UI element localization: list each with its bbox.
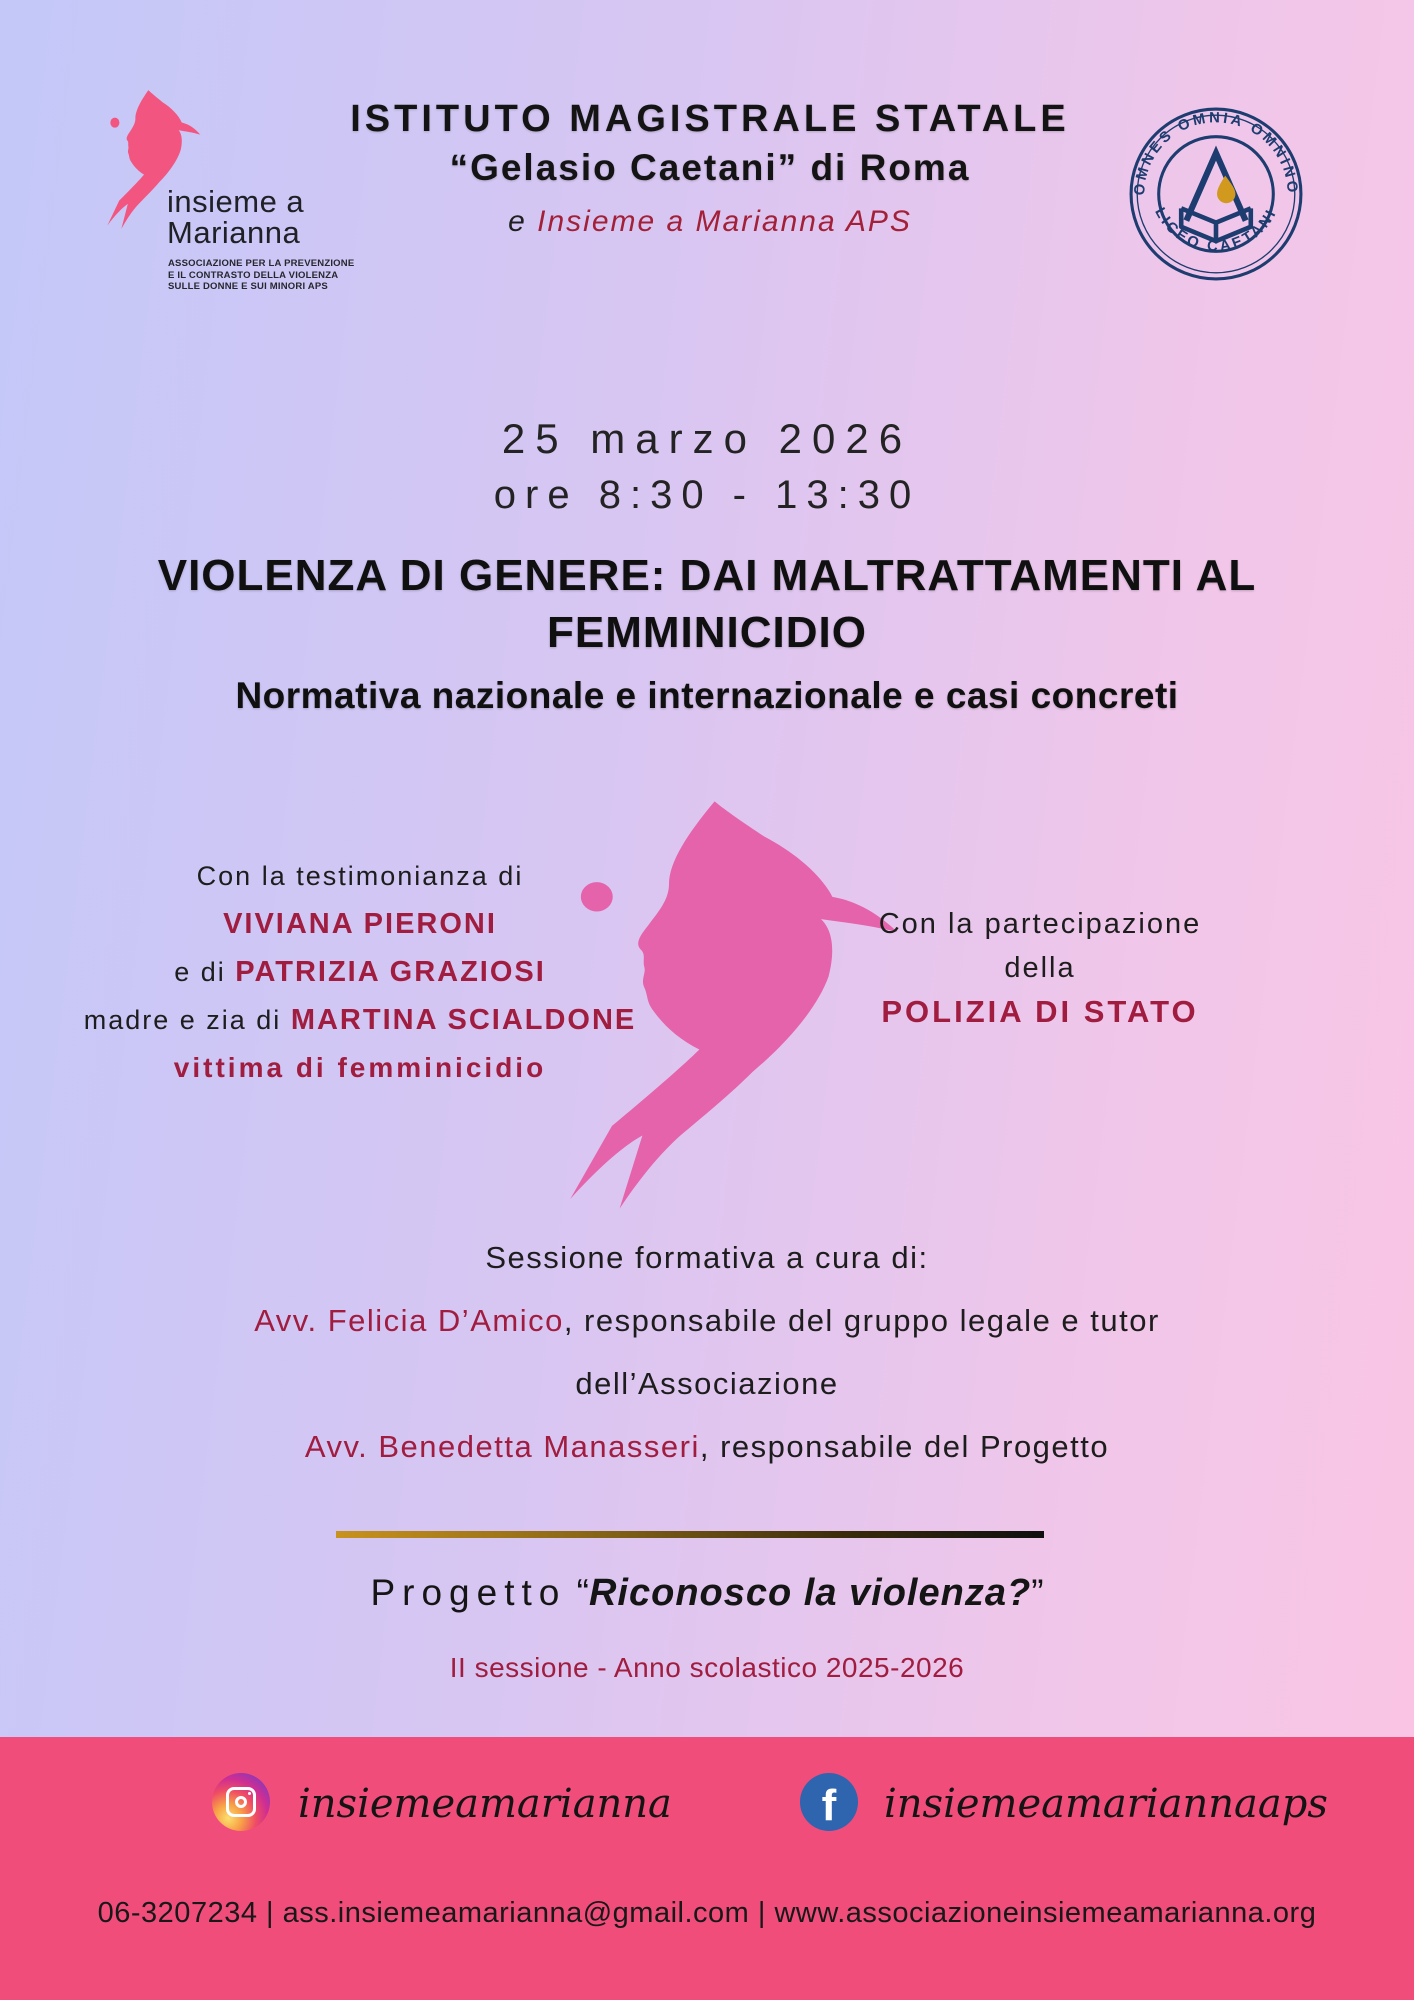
event-date: 25 marzo 2026 xyxy=(501,415,913,462)
association-logo-subtitle: ASSOCIAZIONE PER LA PREVENZIONE E IL CONTRASTO DELLA VIOLENZA SULLE DONNE E SUI MINORI APS xyxy=(168,258,355,292)
session-person-2: Avv. Benedetta Manasseri, responsabile del Progetto xyxy=(304,1429,1110,1464)
testimony-block xyxy=(80,852,640,1092)
facebook-handle: insiemeamariannaaps xyxy=(884,1781,1328,1827)
testimony-line-2: e di PATRIZIA GRAZIOSI xyxy=(174,956,546,988)
institute-header xyxy=(250,98,1170,239)
event-title-block xyxy=(40,547,1374,717)
logo-name-line1: insieme a xyxy=(167,184,305,219)
footer-band xyxy=(0,1737,1414,2000)
session-person-1: Avv. Felicia D’Amico, responsabile del gruppo legale e tutor xyxy=(254,1303,1160,1338)
instagram-icon xyxy=(212,1773,270,1831)
project-session-info: II sessione - Anno scolastico 2025-2026 xyxy=(449,1652,965,1683)
seal-motto-bottom: LICEO CAETANI xyxy=(1151,205,1281,256)
gold-black-divider xyxy=(336,1531,1044,1538)
logo-name-line2: Marianna xyxy=(167,215,301,250)
testimony-note: vittima di femminicidio xyxy=(173,1052,547,1083)
school-seal-icon xyxy=(1128,106,1304,282)
facebook-icon: f xyxy=(800,1773,858,1831)
session-block xyxy=(0,1240,1414,1492)
session-person-1-cont: dell’Associazione xyxy=(575,1366,839,1401)
event-title: VIOLENZA DI GENERE: DAI MALTRATTAMENTI AL FEMMINICIDIO xyxy=(157,551,1257,657)
event-time: ore 8:30 - 13:30 xyxy=(493,473,921,517)
testimony-intro: Con la testimonianza di xyxy=(196,861,524,891)
instagram-camera-glyph xyxy=(226,1787,256,1817)
testimony-name-1: VIVIANA PIERONI xyxy=(223,908,497,940)
partner-prefix: e xyxy=(508,205,527,238)
testimony-line-3: madre e zia di MARTINA SCIALDONE xyxy=(83,1004,637,1036)
institute-name-line1: ISTITUTO MAGISTRALE STATALE xyxy=(350,98,1070,140)
session-heading: Sessione formativa a cura di: xyxy=(485,1240,929,1275)
partner-line xyxy=(250,205,1170,239)
participation-name: POLIZIA DI STATO xyxy=(881,994,1199,1029)
institute-name-line2: “Gelasio Caetani” di Roma xyxy=(449,147,971,188)
project-name: Riconosco la violenza? xyxy=(588,1572,1032,1614)
project-line: Progetto “Riconosco la violenza?” xyxy=(370,1572,1044,1614)
partner-name: Insieme a Marianna APS xyxy=(537,205,912,238)
participation-block: Con la partecipazione della POLIZIA DI STATO xyxy=(850,902,1230,1034)
instagram-handle: insiemeamarianna xyxy=(298,1781,672,1827)
seal-motto-top: OMNES OMNIA OMNINO xyxy=(1132,110,1300,196)
seal-mountain-book-icon xyxy=(1181,153,1251,241)
event-subtitle: Normativa nazionale e internazionale e casi concreti xyxy=(235,675,1179,716)
contact-line: 06-3207234 | ass.insiemeamarianna@gmail.com | www.associazioneinsiemeamarianna.org xyxy=(97,1897,1317,1929)
event-datetime xyxy=(0,415,1414,518)
